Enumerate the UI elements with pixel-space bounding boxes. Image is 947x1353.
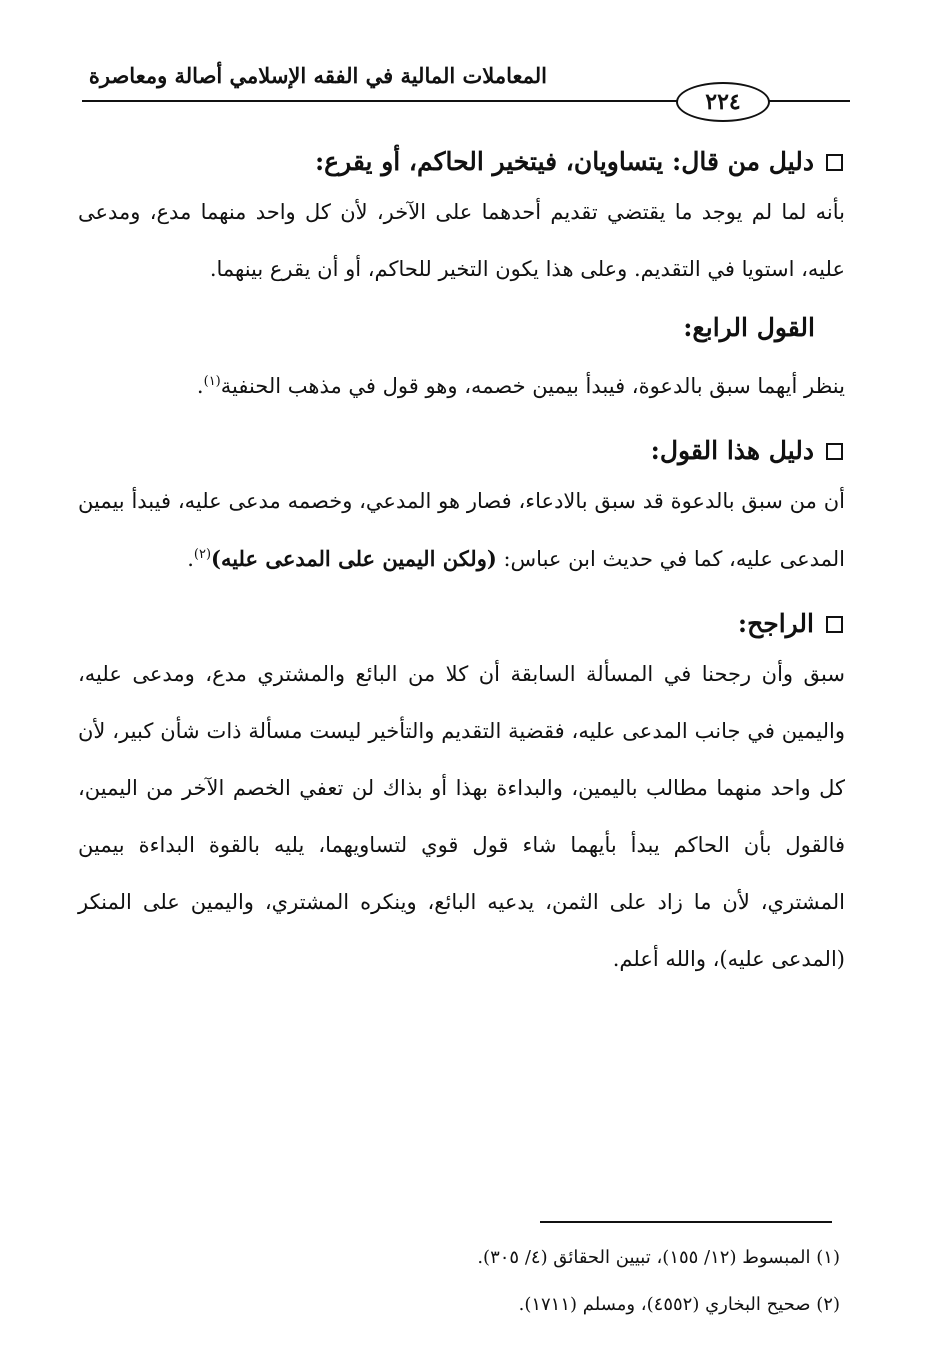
header-rule (764, 100, 850, 102)
footnote-ref: (٢) (193, 547, 212, 562)
square-bullet-icon (826, 154, 843, 171)
square-bullet-icon (826, 443, 843, 460)
paragraph (78, 473, 845, 588)
sentence-end: . (187, 547, 194, 571)
running-title: المعاملات المالية في الفقه الإسلامي أصالة ومعاصرة (88, 63, 547, 88)
footnote-ref: (١) (203, 374, 221, 389)
page-body (78, 140, 845, 988)
section-heading-preferred (78, 602, 845, 646)
section-heading-evidence-fourth (78, 429, 845, 473)
page-number: ٢٢٤ (676, 82, 770, 122)
paragraph-text: ينظر أيهما سبق بالدعوة، فيبدأ بيمين خصمه، وهو قول في مذهب الحنفية (220, 374, 845, 398)
heading-text: دليل من قال: يتساويان، فيتخير الحاكم، أو يقرع: (314, 147, 814, 176)
section-heading-evidence-equal (78, 140, 845, 184)
header-rule (82, 100, 682, 102)
paragraph: سبق وأن رجحنا في المسألة السابقة أن كلا من البائع والمشتري مدع، ومدعى عليه، واليمين في جانب المدعى عليه، فقضية التقديم والتأخير ليست مسألة ذات شأن كبير، لأن كل واحد منهما مطالب باليمين، والبداءة بهذا أو بذاك لن تعفي الخصم الآخر من اليمين، فالقول بأن الحاكم يبدأ بأيهما شاء قول قوي لتساويهما، يليه بالقوة البداءة بيمين المشتري، لأن ما زاد على الثمن، يدعيه البائع، وينكره المشتري، واليمين على المنكر (المدعى عليه)، والله أعلم. (78, 662, 845, 971)
section-heading-fourth-opinion: القول الرابع: (683, 313, 815, 342)
footnote-separator (540, 1221, 832, 1223)
paragraph-text: أن من سبق بالدعوة قد سبق بالادعاء، فصار هو المدعي، وخصمه مدعى عليه، فيبدأ بيمين المدعى عليه، كما في حديث ابن عباس: (78, 489, 845, 571)
footnotes (300, 1234, 840, 1328)
footnote-2: (٢) صحيح البخاري (٤٥٥٢)، ومسلم (١٧١١). (518, 1294, 840, 1315)
sentence-end: . (196, 374, 204, 398)
paragraph: بأنه لما لم يوجد ما يقتضي تقديم أحدهما على الآخر، لأن كل واحد منهما مدع، ومدعى عليه، استويا في التقديم. وعلى هذا يكون التخير للحاكم، أو أن يقرع بينهما. (78, 200, 845, 281)
heading-text: دليل هذا القول: (650, 436, 814, 465)
hadith-quote: (ولكن اليمين على المدعى عليه) (211, 546, 497, 571)
paragraph (78, 358, 845, 415)
footnote-1: (١) المبسوط (١٢/ ١٥٥)، تبيين الحقائق (٤/ ٣٠٥). (477, 1247, 840, 1268)
square-bullet-icon (826, 616, 843, 633)
heading-text: الراجح: (737, 609, 814, 638)
